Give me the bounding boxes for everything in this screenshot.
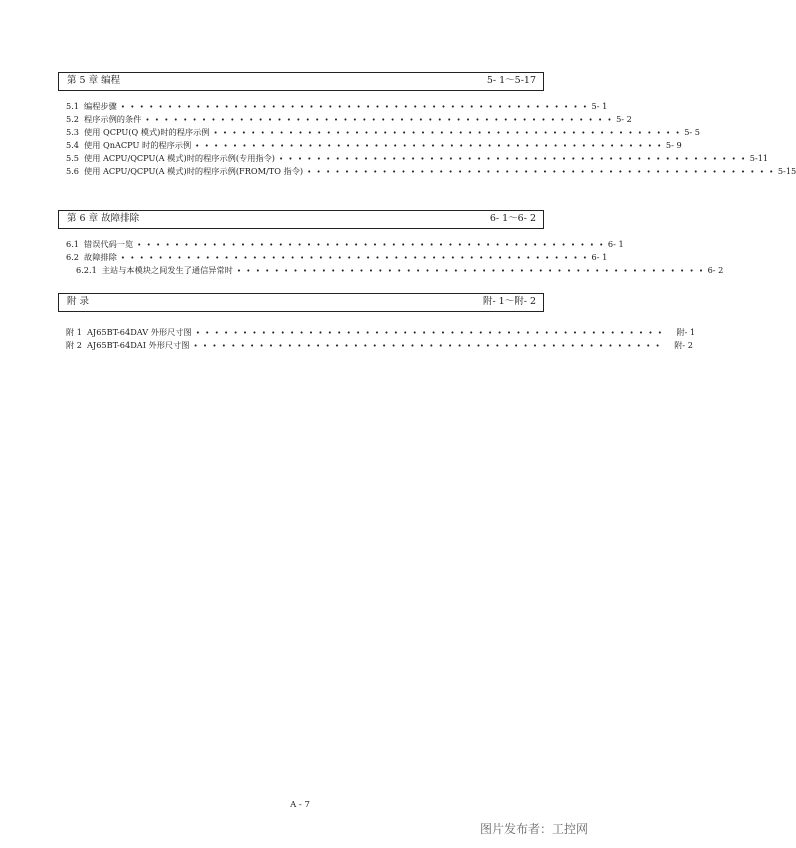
section-title: 第 6 章 故障排除 [67, 213, 140, 224]
entry-label: 使用 QCPU(Q 模式)时的程序示例 [84, 127, 210, 137]
entry-page: 附- 1 [676, 327, 696, 337]
entry-number: 5.5 [66, 153, 80, 163]
dot-leader: • • • • • • • • • • • • • • • • • • • • • • • • • • • • • • • • • • • • • • • • • • • • • • • • • • [193, 342, 661, 350]
entry-label: AJ65BT-64DAV 外形尺寸图 [87, 327, 192, 337]
dot-leader: • • • • • • • • • • • • • • • • • • • • • • • • • • • • • • • • • • • • • • • • • • • • • • • • • • [120, 254, 588, 262]
toc-section-chapter-5 [58, 72, 796, 178]
entry-page: 5-15 [777, 166, 796, 176]
entry-label: 编程步骤 [84, 101, 117, 111]
toc-entry[interactable] [58, 126, 700, 139]
entry-number: 6.2 [66, 252, 80, 262]
toc-entry[interactable] [58, 100, 608, 113]
entry-page: 附- 2 [674, 340, 693, 350]
section-title: 第 5 章 编程 [67, 75, 121, 86]
entry-label: AJ65BT-64DAI 外形尺寸图 [87, 340, 190, 350]
entry-number: 附 1 [66, 327, 82, 337]
entry-page: 5- 1 [591, 101, 608, 111]
toc-entry[interactable] [58, 339, 693, 352]
section-page-range: 附- 1～附- 2 [482, 296, 536, 307]
toc-entry[interactable] [58, 113, 632, 126]
entry-label: 主站与本模块之间发生了通信异常时 [101, 265, 233, 275]
toc-entry[interactable] [58, 152, 769, 165]
dot-leader: • • • • • • • • • • • • • • • • • • • • • • • • • • • • • • • • • • • • • • • • • • • • • • • • • • [195, 142, 662, 150]
entry-page: 5- 2 [616, 114, 632, 124]
section-page-range: 6- 1～6- 2 [489, 213, 536, 224]
page-number: A - 7 [290, 800, 310, 810]
dot-leader: • • • • • • • • • • • • • • • • • • • • • • • • • • • • • • • • • • • • • • • • • • • • • • • • • • [236, 267, 704, 275]
entry-page: 5- 5 [684, 127, 700, 137]
toc-section-appendix [58, 293, 696, 352]
toc-entry[interactable] [58, 251, 608, 264]
entry-page: 6- 2 [707, 265, 724, 275]
entry-label: 使用 QnACPU 时的程序示例 [84, 140, 192, 150]
publisher-watermark: 图片发布者：工控网 [479, 822, 588, 836]
entry-number: 6.2.1 [76, 265, 97, 275]
entry-number: 附 2 [66, 340, 82, 350]
section-header [58, 210, 544, 229]
entry-label: 使用 ACPU/QCPU(A 模式)时的程序示例(专用指令) [84, 153, 275, 163]
dot-leader: • • • • • • • • • • • • • • • • • • • • • • • • • • • • • • • • • • • • • • • • • • • • • • • • • • [137, 241, 604, 249]
entry-label: 故障排除 [84, 252, 117, 262]
entry-number: 5.3 [66, 127, 80, 137]
entry-label: 错误代码一览 [84, 239, 134, 249]
toc-entry[interactable] [58, 238, 624, 251]
dot-leader: • • • • • • • • • • • • • • • • • • • • • • • • • • • • • • • • • • • • • • • • • • • • • • • • • • [195, 329, 663, 337]
section-header [58, 293, 544, 312]
section-page-range: 5- 1～5-17 [486, 75, 536, 86]
entry-number: 5.6 [66, 166, 80, 176]
entry-page: 5- 9 [665, 140, 682, 150]
dot-leader: • • • • • • • • • • • • • • • • • • • • • • • • • • • • • • • • • • • • • • • • • • • • • • • • • • [145, 116, 613, 124]
dot-leader: • • • • • • • • • • • • • • • • • • • • • • • • • • • • • • • • • • • • • • • • • • • • • • • • • • [307, 168, 774, 176]
entry-label: 使用 ACPU/QCPU(A 模式)时的程序示例(FROM/TO 指令) [84, 166, 304, 176]
entry-number: 5.4 [66, 140, 80, 150]
entry-page: 5-11 [749, 153, 769, 163]
toc-entry[interactable] [58, 165, 796, 178]
entry-page: 6- 1 [591, 252, 608, 262]
toc-entry[interactable] [58, 139, 682, 152]
entry-label: 程序示例的条件 [84, 114, 142, 124]
toc-section-chapter-6 [58, 210, 724, 277]
entry-number: 5.1 [66, 101, 80, 111]
dot-leader: • • • • • • • • • • • • • • • • • • • • • • • • • • • • • • • • • • • • • • • • • • • • • • • • • • [213, 129, 681, 137]
entry-number: 6.1 [66, 239, 80, 249]
entry-number: 5.2 [66, 114, 80, 124]
toc-entry[interactable] [58, 326, 696, 339]
dot-leader: • • • • • • • • • • • • • • • • • • • • • • • • • • • • • • • • • • • • • • • • • • • • • • • • • • [120, 103, 588, 111]
section-title: 附 录 [67, 296, 90, 307]
toc-entry[interactable] [58, 264, 724, 277]
section-header [58, 72, 544, 91]
entry-page: 6- 1 [607, 239, 624, 249]
dot-leader: • • • • • • • • • • • • • • • • • • • • • • • • • • • • • • • • • • • • • • • • • • • • • • • • • • [279, 155, 746, 163]
